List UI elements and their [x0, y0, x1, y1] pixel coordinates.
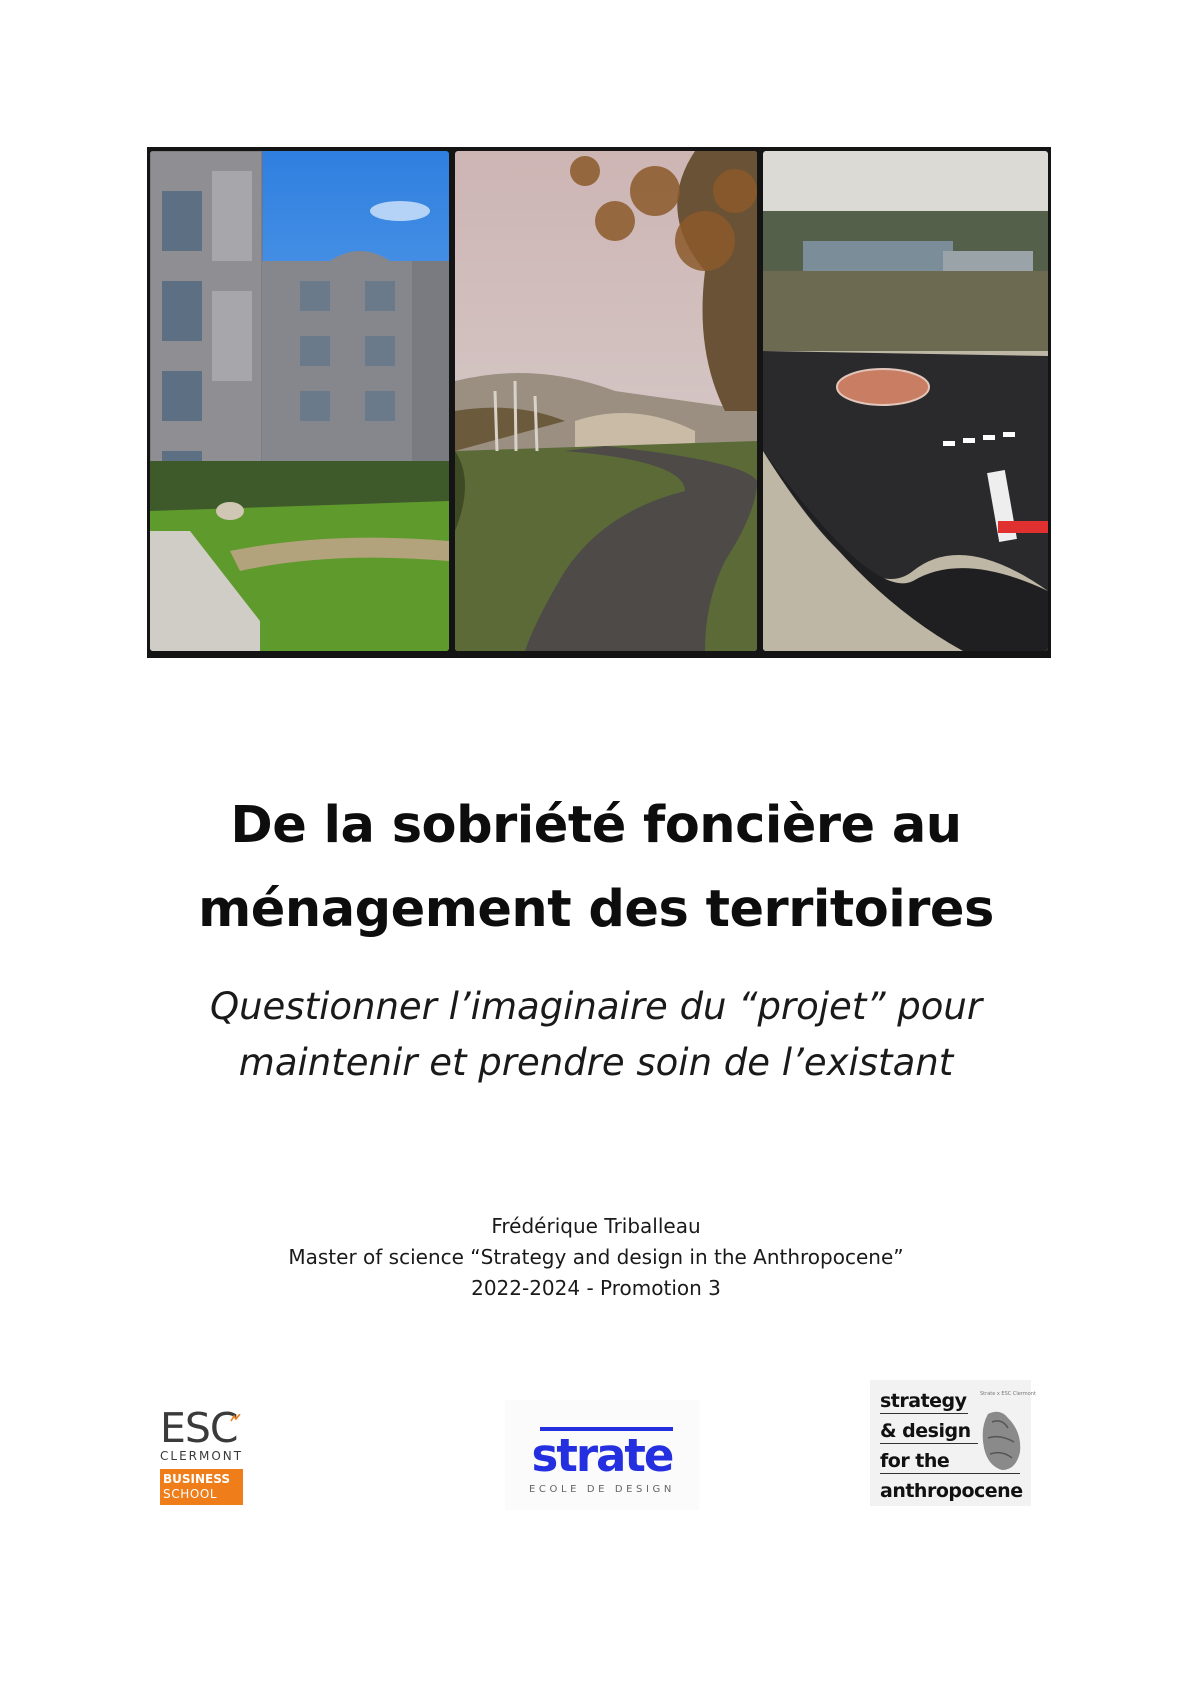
strate-logo: [505, 1400, 699, 1510]
document-title: [0, 784, 1192, 952]
credits-block: [0, 1211, 1192, 1304]
sda-line-2: & design: [880, 1420, 971, 1442]
strategy-design-anthropocene-logo: [870, 1380, 1036, 1506]
years-promotion: 2022-2024 - Promotion 3: [471, 1276, 721, 1300]
esc-clermont-logo: [160, 1404, 246, 1508]
esc-wordmark: ESC: [160, 1408, 246, 1448]
sda-divider: [880, 1443, 978, 1444]
roundabout-road-photo: [763, 151, 1048, 651]
rock-icon: [978, 1408, 1024, 1474]
winding-path-photo: [455, 151, 757, 651]
sda-line-1: strategy: [880, 1390, 967, 1412]
sda-tiny-text: Strate x ESC Clermont: [980, 1391, 1036, 1397]
strate-tagline: ECOLE DE DESIGN: [529, 1484, 675, 1495]
subtitle-line-2: maintenir et prendre soin de l’existant: [238, 1041, 954, 1084]
program-name: Master of science “Strategy and design in the Anthropocene”: [288, 1245, 904, 1269]
title-line-1: De la sobriété foncière au: [230, 796, 962, 855]
apartment-building-photo: [150, 151, 449, 651]
sda-line-3: for the: [880, 1450, 950, 1472]
cover-photo-strip: [147, 147, 1051, 658]
strate-wordmark: strate: [531, 1429, 673, 1482]
esc-business-school-badge: BUSINESS SCHOOL: [160, 1469, 243, 1505]
sda-line-4: anthropocene: [880, 1480, 1023, 1502]
sda-divider: [880, 1413, 968, 1414]
author-name: Frédérique Triballeau: [491, 1214, 701, 1238]
document-subtitle: [0, 979, 1192, 1091]
title-line-2: ménagement des territoires: [198, 880, 994, 939]
subtitle-line-1: Questionner l’imaginaire du “projet” pour: [209, 985, 983, 1028]
esc-city-label: CLERMONT: [160, 1449, 244, 1463]
esc-accent-icon: [230, 1414, 241, 1422]
